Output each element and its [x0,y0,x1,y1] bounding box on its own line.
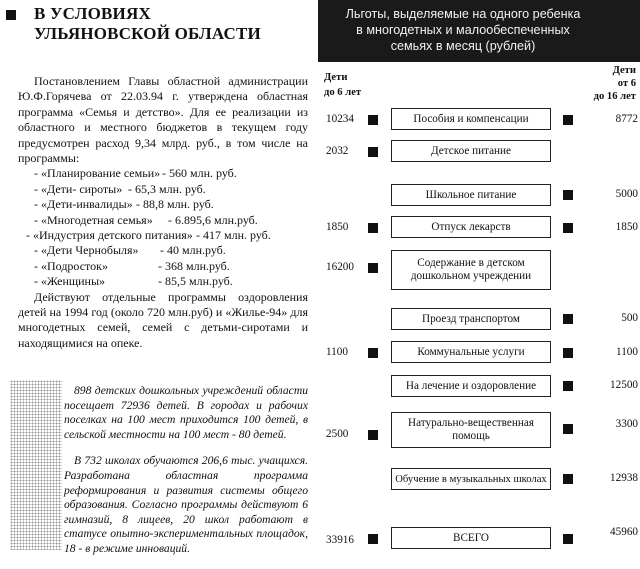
total-row-box: ВСЕГО [391,527,551,549]
benefit-row-box: Проезд транспортом [391,308,551,330]
column-header-under-6-line-1: Дети [324,72,348,83]
age6-16-value: 500 [621,312,638,324]
article-body [18,74,308,351]
left-marker [368,223,378,233]
program-amount: - 85,5 млн.руб. [158,274,233,289]
left-marker [368,430,378,440]
program-item [18,259,308,274]
program-list [18,166,308,289]
right-marker [563,381,573,391]
program-amount: - 560 млн. руб. [162,166,237,181]
heading-bullet [6,10,16,20]
right-marker [563,115,573,125]
benefit-row-box: Обучение в музыкальных школах [391,468,551,490]
italic-paragraph-2: В 732 школах обучаются 206,6 тыс. учащихся. Разработана областная программа реформирования и развития системы общего образования. Согласно программы действуют 6 гимназий, 8 лицеев, 20 школ работают в статусе опытно-экспериментальных площадок, 18 - в режиме инноваций. [64,454,308,555]
left-marker [368,534,378,544]
age6-16-value: 8772 [615,113,638,125]
age6-16-value: 12938 [610,472,638,484]
program-amount: - 88,8 млн. руб. [136,197,214,212]
age6-16-value: 1850 [615,221,638,233]
right-marker [563,348,573,358]
right-marker [563,223,573,233]
total-under6-value: 33916 [326,534,354,546]
halftone-shading [10,380,62,550]
right-marker [563,190,573,200]
age6-16-value: 12500 [610,379,638,391]
age6-16-value: 5000 [615,188,638,200]
table-title-line-3: семьях в месяц (рублей) [390,39,536,53]
program-amount: - 368 млн.руб. [158,258,230,273]
program-name: - «Многодетная семья» [34,212,153,227]
right-marker [563,314,573,324]
column-header-under-6-line-2: до 6 лет [324,87,362,98]
column-header-under-6 [324,70,361,100]
benefit-row-box: Отпуск лекарств [391,216,551,238]
right-marker [563,424,573,434]
program-name: - «Дети Чернобыля» [34,243,139,258]
right-marker [563,534,573,544]
program-item [18,166,308,181]
left-marker [368,263,378,273]
program-item [18,213,308,228]
program-item [18,243,308,258]
age6-16-value: 1100 [616,346,638,358]
program-item [18,182,308,197]
heading-line-2: УЛЬЯНОВСКОЙ ОБЛАСТИ [34,24,261,43]
section-heading [34,4,261,44]
benefit-row-box: Натурально-вещественная помощь [391,412,551,448]
under6-value: 2500 [326,428,349,440]
under6-value: 1100 [326,346,348,358]
program-name: - «Женщины» [34,274,106,289]
second-paragraph: Действуют отдельные программы оздоровления детей на 1994 год (около 720 млн.руб) и «Жилье-94» для многодетных семей, семей с детьми-сиротами и находящимися на опеке. [18,289,308,350]
benefit-row-box: Содержание в детском дошкольном учреждении [391,250,551,290]
benefit-row-box: Коммунальные услуги [391,341,551,363]
benefit-row-box: Детское питание [391,140,551,162]
table-title [318,6,608,54]
program-amount: - 6.895,6 млн.руб. [168,212,258,227]
program-name: - «Дети-инвалиды» [34,197,133,212]
program-amount: - 417 млн. руб. [196,228,271,242]
program-item [18,197,308,212]
program-amount: - 40 млн.руб. [160,243,226,258]
program-name: - «Индустрия детского питания» [26,228,193,242]
age6-16-value: 3300 [615,418,638,430]
program-amount: - 65,3 млн. руб. [128,181,206,196]
table-title-line-1: Льготы, выделяемые на одного ребенка [345,7,581,21]
program-item [18,228,308,243]
left-marker [368,348,378,358]
heading-line-1: В УСЛОВИЯХ [34,4,151,23]
under6-value: 10234 [326,113,354,125]
column-header-6-16-line-1: Дети [612,65,636,76]
column-header-6-16 [584,64,636,103]
left-marker [368,147,378,157]
under6-value: 2032 [326,145,349,157]
table-title-line-2: в многодетных и малообеспеченных [356,23,570,37]
benefit-row-box: Пособия и компенсации [391,108,551,130]
column-header-6-16-line-2: от 6 [617,78,636,89]
right-marker [563,474,573,484]
program-item [18,274,308,289]
total-age6-16-value: 45960 [610,526,638,538]
left-marker [368,115,378,125]
program-name: - «Дети- сироты» [34,181,123,196]
under6-value: 16200 [326,261,354,273]
italic-paragraph-1: 898 детских дошкольных учреждений области посещает 72936 детей. В городах и рабочих поселках на 100 мест приходится 100 детей, в сельской местности на 100 мест - 80 детей. [64,384,308,441]
benefit-row-box: Школьное питание [391,184,551,206]
intro-paragraph: Постановлением Главы областной администрации Ю.Ф.Горячева от 22.03.94 г. утверждена областная программа «Семья и детство». Для ее реализации из областного и местного бюджетов в текущем году предусмотрен расход 9,34 млрд. руб., в том числе на программы: [18,74,308,166]
italic-sidebar [64,384,308,569]
under6-value: 1850 [326,221,349,233]
program-name: - «Планирование семьи» [34,166,161,181]
column-header-6-16-line-3: до 16 лет [593,91,636,102]
program-name: - «Подросток» [34,258,108,273]
benefit-row-box: На лечение и оздоровление [391,375,551,397]
